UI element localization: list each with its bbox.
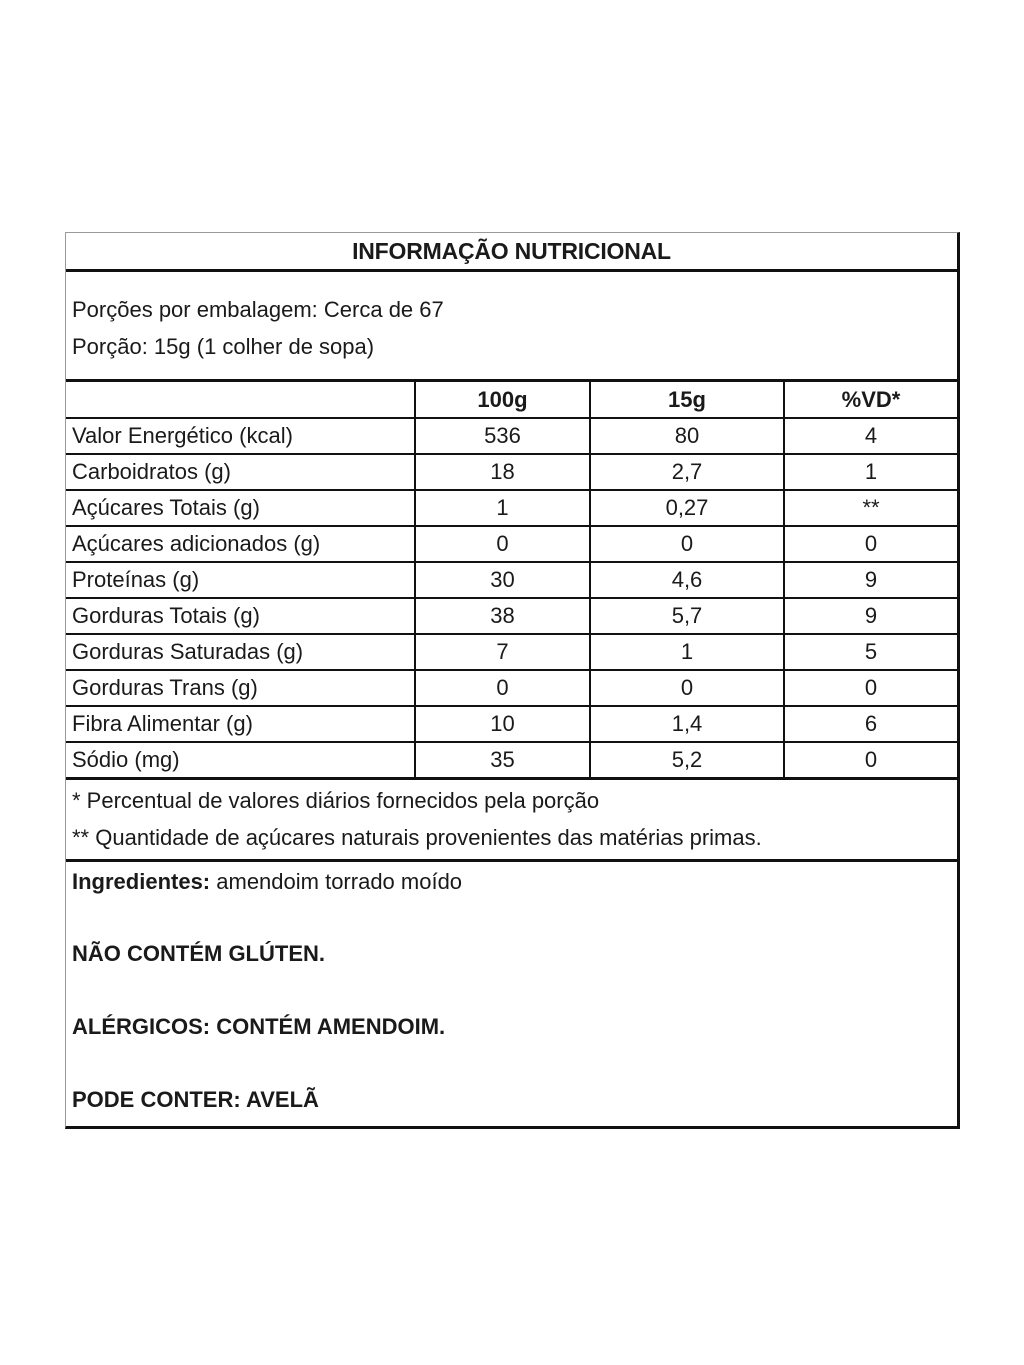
- value-daily: 9: [784, 598, 957, 634]
- value-daily: 0: [784, 670, 957, 706]
- table-row: [66, 562, 957, 598]
- serving-info: [66, 272, 957, 382]
- serving-size: Porção: 15g (1 colher de sopa): [72, 334, 375, 359]
- nutrient-name: Gorduras Trans (g): [66, 670, 415, 706]
- may-contain-statement: PODE CONTER: AVELÃ: [72, 1086, 319, 1112]
- value-per-15g: 0: [590, 670, 784, 706]
- table-row: [66, 670, 957, 706]
- nutrient-name: Gorduras Totais (g): [66, 598, 415, 634]
- nutrient-name: Fibra Alimentar (g): [66, 706, 415, 742]
- value-daily: 0: [784, 742, 957, 778]
- allergen-statement: ALÉRGICOS: CONTÉM AMENDOIM.: [72, 1013, 446, 1039]
- value-daily: 5: [784, 634, 957, 670]
- nutrient-name: Açúcares adicionados (g): [66, 526, 415, 562]
- label-title: INFORMAÇÃO NUTRICIONAL: [66, 233, 957, 272]
- value-daily: 0: [784, 526, 957, 562]
- header-per-15g: 15g: [590, 382, 784, 418]
- value-per-100g: 0: [415, 526, 590, 562]
- gluten-statement: NÃO CONTÉM GLÚTEN.: [72, 940, 325, 966]
- table-header-row: [66, 382, 957, 418]
- header-daily-value: %VD*: [784, 382, 957, 418]
- value-per-15g: 4,6: [590, 562, 784, 598]
- value-daily: 1: [784, 454, 957, 490]
- nutrient-name: Gorduras Saturadas (g): [66, 634, 415, 670]
- value-daily: 4: [784, 418, 957, 454]
- ingredients-text: amendoim torrado moído: [210, 868, 463, 894]
- table-row: [66, 742, 957, 778]
- nutrition-label: [65, 232, 960, 1129]
- footnote-daily-value: * Percentual de valores diários fornecidos pela porção: [72, 787, 600, 813]
- value-per-100g: 38: [415, 598, 590, 634]
- table-row: [66, 634, 957, 670]
- servings-per-package: Porções por embalagem: Cerca de 67: [72, 297, 444, 322]
- ingredients-section: [66, 862, 957, 1126]
- value-per-15g: 0,27: [590, 490, 784, 526]
- value-per-100g: 1: [415, 490, 590, 526]
- header-nutrient: [66, 382, 415, 418]
- nutrient-name: Carboidratos (g): [66, 454, 415, 490]
- value-per-15g: 0: [590, 526, 784, 562]
- value-per-100g: 0: [415, 670, 590, 706]
- header-per-100g: 100g: [415, 382, 590, 418]
- value-daily: 6: [784, 706, 957, 742]
- footnote-natural-sugars: ** Quantidade de açúcares naturais provenientes das matérias primas.: [72, 824, 762, 850]
- table-row: [66, 454, 957, 490]
- ingredients-line: [72, 864, 462, 900]
- ingredients-label: Ingredientes:: [72, 868, 211, 894]
- nutrient-name: Açúcares Totais (g): [66, 490, 415, 526]
- value-per-15g: 80: [590, 418, 784, 454]
- table-row: [66, 418, 957, 454]
- value-per-15g: 2,7: [590, 454, 784, 490]
- value-per-15g: 1,4: [590, 706, 784, 742]
- table-row: [66, 598, 957, 634]
- value-per-100g: 18: [415, 454, 590, 490]
- table-row: [66, 706, 957, 742]
- value-per-15g: 1: [590, 634, 784, 670]
- footnotes: [66, 780, 957, 862]
- value-daily: **: [784, 490, 957, 526]
- value-per-100g: 10: [415, 706, 590, 742]
- nutrient-name: Sódio (mg): [66, 742, 415, 778]
- value-per-15g: 5,2: [590, 742, 784, 778]
- value-per-100g: 536: [415, 418, 590, 454]
- nutrient-name: Proteínas (g): [66, 562, 415, 598]
- value-daily: 9: [784, 562, 957, 598]
- value-per-15g: 5,7: [590, 598, 784, 634]
- value-per-100g: 30: [415, 562, 590, 598]
- value-per-100g: 35: [415, 742, 590, 778]
- nutrient-name: Valor Energético (kcal): [66, 418, 415, 454]
- nutrition-table: [66, 382, 957, 780]
- value-per-100g: 7: [415, 634, 590, 670]
- table-row: [66, 526, 957, 562]
- table-row: [66, 490, 957, 526]
